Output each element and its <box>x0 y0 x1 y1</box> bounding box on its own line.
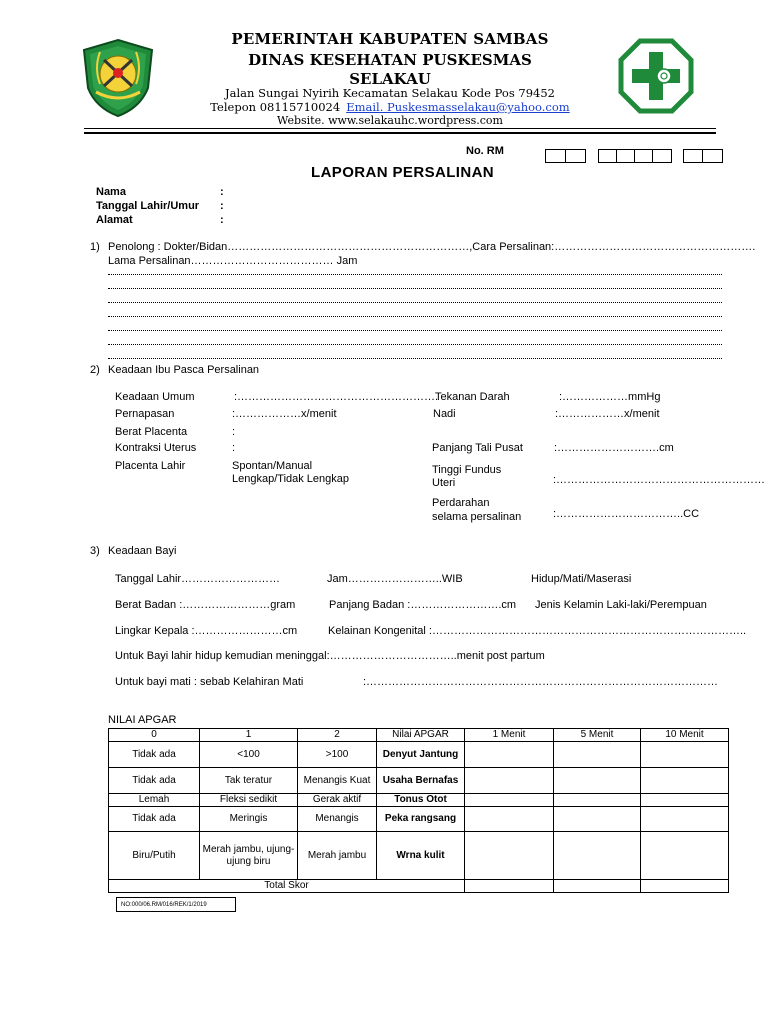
label-tanggal-lahir: Tanggal Lahir/Umur <box>96 200 200 212</box>
apgar-header-cell: Nilai APGAR <box>377 729 465 742</box>
apgar-total-1min[interactable] <box>465 880 554 893</box>
notes-line[interactable] <box>108 288 722 289</box>
colon: : <box>220 200 224 212</box>
no-rm-box-divider <box>702 149 703 163</box>
apgar-score-5min[interactable] <box>554 742 641 768</box>
header-divider-thick <box>84 132 716 134</box>
label-bayi-mati: Untuk bayi mati : sebab Kelahiran Mati <box>115 676 304 688</box>
apgar-header-cell: 0 <box>109 729 200 742</box>
label-keadaan-umum: Keadaan Umum <box>115 391 195 403</box>
lingkar-kepala-field[interactable]: Lingkar Kepala :……………………cm <box>115 625 298 637</box>
notes-line[interactable] <box>108 358 722 359</box>
label-nadi: Nadi <box>433 408 456 420</box>
apgar-row <box>109 742 729 768</box>
apgar-cell: Tidak ada <box>109 807 200 832</box>
tinggi-fundus-field[interactable]: :………………………………………………… <box>553 474 766 486</box>
berat-badan-field[interactable]: Berat Badan :……………………gram <box>115 599 296 611</box>
no-rm-box-divider <box>616 149 617 163</box>
colon: : <box>220 186 224 198</box>
colon: : <box>232 442 236 454</box>
apgar-score-10min[interactable] <box>641 832 729 880</box>
apgar-row <box>109 794 729 807</box>
notes-line[interactable] <box>108 344 722 345</box>
nadi-field[interactable]: :………………x/menit <box>555 408 660 420</box>
apgar-score-1min[interactable] <box>465 794 554 807</box>
apgar-cell: Tidak ada <box>109 768 200 794</box>
apgar-criteria-cell: Peka rangsang <box>377 807 465 832</box>
apgar-cell: Fleksi sedikit <box>200 794 298 807</box>
colon: : <box>232 426 236 438</box>
label-tinggi-fundus-2: Uteri <box>432 477 456 489</box>
apgar-total-row <box>109 880 729 893</box>
perdarahan-field[interactable]: :……………………………..CC <box>553 508 700 520</box>
apgar-row <box>109 807 729 832</box>
apgar-header-row <box>109 729 729 742</box>
apgar-cell: Biru/Putih <box>109 832 200 880</box>
apgar-cell: Tak teratur <box>200 768 298 794</box>
pernapasan-field[interactable]: :………………x/menit <box>232 408 337 420</box>
lama-persalinan-field[interactable]: Lama Persalinan………………………………… Jam <box>108 255 358 267</box>
form-title: LAPORAN PERSALINAN <box>311 164 495 181</box>
apgar-header-cell: 5 Menit <box>554 729 641 742</box>
apgar-score-5min[interactable] <box>554 768 641 794</box>
tekanan-darah-field[interactable]: :………………mmHg <box>559 391 661 403</box>
label-berat-placenta: Berat Placenta <box>115 426 188 438</box>
jam-lahir-field[interactable]: Jam……………………..WIB <box>327 573 463 585</box>
label-perdarahan: Perdarahan <box>432 497 490 509</box>
apgar-score-5min[interactable] <box>554 832 641 880</box>
apgar-row <box>109 832 729 880</box>
header-address: Jalan Sungai Nyirih Kecamatan Selakau Kode Pos 79452 <box>225 86 555 100</box>
bayi-mati-field[interactable]: :…………………………………………………………………………………… <box>363 676 719 688</box>
apgar-criteria-cell: Wrna kulit <box>377 832 465 880</box>
apgar-cell: Merah jambu, ujung-ujung biru <box>200 832 298 880</box>
apgar-score-5min[interactable] <box>554 807 641 832</box>
no-rm-label: No. RM <box>466 145 504 157</box>
apgar-table <box>108 728 729 893</box>
section-2-number: 2) <box>90 364 100 376</box>
apgar-score-1min[interactable] <box>465 768 554 794</box>
header-contact <box>170 100 610 114</box>
header-location: SELAKAU <box>349 70 431 88</box>
no-rm-box-3[interactable] <box>683 149 723 163</box>
apgar-cell: >100 <box>298 742 377 768</box>
apgar-title: NILAI APGAR <box>108 714 177 726</box>
puskesmas-logo <box>618 38 694 114</box>
no-rm-box-divider <box>565 149 566 163</box>
apgar-header-cell: 1 <box>200 729 298 742</box>
no-rm-box-divider <box>634 149 635 163</box>
header-phone: Telepon 08115710024 <box>210 100 341 114</box>
apgar-total-10min[interactable] <box>641 880 729 893</box>
label-nama: Nama <box>96 186 126 198</box>
header-government: PEMERINTAH KABUPATEN SAMBAS <box>231 30 549 48</box>
section-3-title: Keadaan Bayi <box>108 545 177 557</box>
label-panjang-tali-pusat: Panjang Tali Pusat <box>432 442 523 454</box>
kabupaten-sambas-logo <box>78 38 158 118</box>
no-rm-box-divider <box>652 149 653 163</box>
placenta-option-1[interactable]: Spontan/Manual <box>232 460 313 472</box>
placenta-option-2[interactable]: Lengkap/Tidak Lengkap <box>232 473 350 485</box>
keadaan-umum-field[interactable]: :………………………………………………. <box>234 391 439 403</box>
label-perdarahan-2: selama persalinan <box>432 511 522 523</box>
apgar-cell: Lemah <box>109 794 200 807</box>
label-pernapasan: Pernapasan <box>115 408 175 420</box>
colon: : <box>220 214 224 226</box>
tanggal-lahir-bayi-field[interactable]: Tanggal Lahir……………………… <box>115 573 281 585</box>
section-3-number: 3) <box>90 545 100 557</box>
section-1-number: 1) <box>90 241 100 253</box>
apgar-total-5min[interactable] <box>554 880 641 893</box>
label-kontraksi-uterus: Kontraksi Uterus <box>115 442 197 454</box>
apgar-header-cell: 10 Menit <box>641 729 729 742</box>
apgar-score-5min[interactable] <box>554 794 641 807</box>
notes-line[interactable] <box>108 302 722 303</box>
apgar-total-label: Total Skor <box>109 880 465 893</box>
apgar-score-10min[interactable] <box>641 768 729 794</box>
apgar-cell: Gerak aktif <box>298 794 377 807</box>
apgar-cell: Menangis Kuat <box>298 768 377 794</box>
header-website: Website. www.selakauhc.wordpress.com <box>277 114 503 127</box>
apgar-score-1min[interactable] <box>465 832 554 880</box>
apgar-header-cell: 1 Menit <box>465 729 554 742</box>
section-2-title: Keadaan Ibu Pasca Persalinan <box>108 364 260 376</box>
apgar-row <box>109 768 729 794</box>
apgar-score-1min[interactable] <box>465 742 554 768</box>
penolong-field[interactable]: Penolong : Dokter/Bidan…………………………………………………………,Cara Persalinan:………………………………………………. <box>108 241 756 253</box>
registration-code: NO:000/06.RM/016/REK/1/2019 <box>116 897 236 912</box>
kelainan-kongenital-field[interactable]: Kelainan Kongenital :………………………………………………………………………….. <box>328 625 747 637</box>
apgar-score-10min[interactable] <box>641 794 729 807</box>
apgar-criteria-cell: Denyut Jantung <box>377 742 465 768</box>
apgar-criteria-cell: Usaha Bernafas <box>377 768 465 794</box>
apgar-cell: Meringis <box>200 807 298 832</box>
status-hidup-option[interactable]: Hidup/Mati/Maserasi <box>531 573 632 585</box>
label-alamat: Alamat <box>96 214 133 226</box>
header-email-link[interactable]: Email. Puskesmasselakau@yahoo.com <box>346 100 570 114</box>
notes-line[interactable] <box>108 274 722 275</box>
label-placenta-lahir: Placenta Lahir <box>115 460 186 472</box>
apgar-score-1min[interactable] <box>465 807 554 832</box>
panjang-badan-field[interactable]: Panjang Badan :…………………….cm <box>329 599 517 611</box>
apgar-criteria-cell: Tonus Otot <box>377 794 465 807</box>
bayi-hidup-meninggal-field[interactable]: Untuk Bayi lahir hidup kemudian meninggal:……………………………..menit post partum <box>115 650 545 662</box>
header-department: DINAS KESEHATAN PUSKESMAS <box>248 51 532 69</box>
label-tinggi-fundus: Tinggi Fundus <box>432 464 502 476</box>
label-tekanan-darah: Tekanan Darah <box>435 391 510 403</box>
notes-line[interactable] <box>108 330 722 331</box>
header-divider <box>84 128 716 129</box>
apgar-cell: Merah jambu <box>298 832 377 880</box>
panjang-tali-field[interactable]: :……………………….cm <box>554 442 674 454</box>
apgar-score-10min[interactable] <box>641 807 729 832</box>
apgar-cell: <100 <box>200 742 298 768</box>
no-rm-box-2[interactable] <box>598 149 672 163</box>
apgar-cell: Menangis <box>298 807 377 832</box>
apgar-cell: Tidak ada <box>109 742 200 768</box>
notes-line[interactable] <box>108 316 722 317</box>
apgar-score-10min[interactable] <box>641 742 729 768</box>
apgar-header-cell: 2 <box>298 729 377 742</box>
jenis-kelamin-option[interactable]: Jenis Kelamin Laki-laki/Perempuan <box>535 599 707 611</box>
